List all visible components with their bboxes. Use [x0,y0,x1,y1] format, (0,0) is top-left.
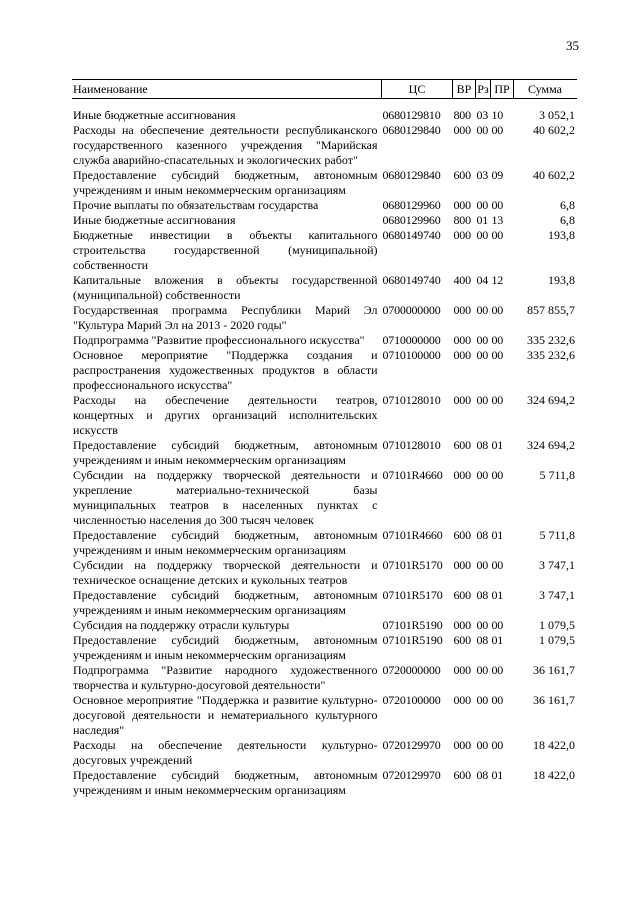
row-cs-code: 0680129960 [382,198,441,212]
row-sum: 40 602,2 [533,123,575,137]
row-sum: 193,8 [548,273,575,287]
row-pr-code: 00 [491,618,504,632]
table-row [72,123,577,168]
row-name: Основное мероприятие "Поддержка и развитие культурно-досуговой деятельности и нематериального культурного наследия" [73,693,378,737]
header-rz: Рз [476,80,491,99]
row-rz-code: 00 [476,333,489,347]
row-name: Капитальные вложения в объекты государственной (муниципальной) собственности [73,273,378,302]
header-vr: ВР [453,80,476,99]
row-rz-code: 03 [476,108,489,122]
row-cs-code: 0710128010 [382,438,441,452]
table-row [72,348,577,393]
row-vr-code: 000 [453,558,471,572]
row-cs-code: 0680149740 [382,228,441,242]
row-pr-code: 00 [491,468,504,482]
row-sum: 6,8 [560,198,575,212]
row-vr-code: 600 [453,633,471,647]
row-vr-code: 000 [453,303,471,317]
table-row [72,228,577,273]
row-pr-code: 01 [491,633,504,647]
row-name: Прочие выплаты по обязательствам государства [73,198,319,212]
row-vr-code: 400 [453,273,471,287]
row-rz-code: 08 [476,438,489,452]
row-sum: 5 711,8 [539,528,575,542]
row-vr-code: 000 [453,618,471,632]
row-vr-code: 000 [453,663,471,677]
row-cs-code: 07101R5170 [382,588,443,602]
row-pr-code: 01 [491,588,504,602]
row-rz-code: 00 [476,348,489,362]
table-row [72,633,577,663]
row-vr-code: 600 [453,438,471,452]
table-row [72,108,577,123]
table-body [72,99,577,799]
row-rz-code: 00 [476,693,489,707]
row-pr-code: 01 [491,438,504,452]
row-cs-code: 0680129810 [382,108,441,122]
row-name: Иные бюджетные ассигнования [73,213,236,227]
header-pr: ПР [491,80,514,99]
table-header-row [72,80,577,99]
row-cs-code: 0680129840 [382,168,441,182]
table-row [72,693,577,738]
row-sum: 1 079,5 [539,618,575,632]
row-pr-code: 01 [491,528,504,542]
row-name: Предоставление субсидий бюджетным, автономным учреждениям и иным некоммерческим организациям [73,528,378,557]
row-sum: 1 079,5 [539,633,575,647]
row-name: Субсидии на поддержку творческой деятельности и укрепление материально-технической базы муниципальных театров в населенных пунктах с численностью населения до 300 тысяч человек [73,468,378,527]
row-sum: 18 422,0 [533,738,575,752]
row-rz-code: 00 [476,738,489,752]
table-row [72,528,577,558]
row-sum: 193,8 [548,228,575,242]
row-sum: 40 602,2 [533,168,575,182]
table-row [72,468,577,528]
table-row [72,168,577,198]
row-name: Государственная программа Республики Марий Эл "Культура Марий Эл на 2013 - 2020 годы" [73,303,378,332]
row-rz-code: 08 [476,633,489,647]
row-name: Бюджетные инвестиции в объекты капитального строительства государственной (муниципальной) собственности [73,228,378,272]
row-vr-code: 600 [453,528,471,542]
row-rz-code: 00 [476,228,489,242]
row-name: Предоставление субсидий бюджетным, автономным учреждениям и иным некоммерческим организациям [73,633,378,662]
row-vr-code: 800 [453,108,471,122]
row-name: Расходы на обеспечение деятельности республиканского государственного казенного учреждения "Марийская служба аварийно-спасательных и экологических работ" [73,123,378,167]
row-vr-code: 000 [453,333,471,347]
row-name: Предоставление субсидий бюджетным, автономным учреждениям и иным некоммерческим организациям [73,438,378,467]
row-vr-code: 600 [453,588,471,602]
row-vr-code: 000 [453,228,471,242]
row-pr-code: 00 [491,663,504,677]
row-rz-code: 01 [476,213,489,227]
table-row [72,438,577,468]
row-cs-code: 07101R5170 [382,558,443,572]
row-rz-code: 04 [476,273,489,287]
row-pr-code: 09 [491,168,504,182]
row-cs-code: 0720100000 [382,693,441,707]
row-rz-code: 08 [476,588,489,602]
row-cs-code: 07101R5190 [382,618,443,632]
row-pr-code: 01 [491,768,504,782]
row-name: Субсидии на поддержку творческой деятельности и техническое оснащение детских и кукольных театров [73,558,378,587]
row-cs-code: 0710100000 [382,348,441,362]
row-pr-code: 00 [491,198,504,212]
row-rz-code: 08 [476,768,489,782]
header-name: Наименование [72,80,382,99]
header-spacer [72,99,577,109]
row-cs-code: 07101R4660 [382,468,443,482]
row-rz-code: 03 [476,168,489,182]
table-row [72,618,577,633]
table-row [72,558,577,588]
table-row [72,303,577,333]
row-rz-code: 00 [476,303,489,317]
table-row [72,588,577,618]
row-sum: 3 747,1 [539,588,575,602]
row-pr-code: 00 [491,558,504,572]
row-sum: 335 232,6 [527,348,575,362]
row-vr-code: 800 [453,213,471,227]
header-sum: Сумма [514,80,578,99]
row-vr-code: 000 [453,348,471,362]
row-pr-code: 00 [491,738,504,752]
row-sum: 6,8 [560,213,575,227]
row-name: Расходы на обеспечение деятельности культурно-досуговых учреждений [73,738,378,767]
row-sum: 3 052,1 [539,108,575,122]
row-cs-code: 0680149740 [382,273,441,287]
row-pr-code: 00 [491,123,504,137]
row-sum: 857 855,7 [527,303,575,317]
row-rz-code: 00 [476,123,489,137]
row-rz-code: 00 [476,618,489,632]
row-name: Расходы на обеспечение деятельности театров, концертных и других организаций исполнительских искусств [73,393,378,437]
row-sum: 18 422,0 [533,768,575,782]
row-cs-code: 0680129840 [382,123,441,137]
row-cs-code: 07101R5190 [382,633,443,647]
table-row [72,333,577,348]
row-name: Иные бюджетные ассигнования [73,108,236,122]
row-name: Предоставление субсидий бюджетным, автономным учреждениям и иным некоммерческим организациям [73,168,378,197]
row-cs-code: 07101R4660 [382,528,443,542]
table-row [72,738,577,768]
row-pr-code: 00 [491,228,504,242]
row-cs-code: 0700000000 [382,303,441,317]
table-row [72,768,577,798]
row-vr-code: 000 [453,393,471,407]
row-vr-code: 600 [453,168,471,182]
table-row [72,393,577,438]
row-sum: 36 161,7 [533,663,575,677]
row-cs-code: 0680129960 [382,213,441,227]
row-vr-code: 000 [453,123,471,137]
row-pr-code: 00 [491,333,504,347]
row-vr-code: 000 [453,198,471,212]
row-sum: 324 694,2 [527,438,575,452]
row-pr-code: 10 [491,108,504,122]
row-rz-code: 08 [476,528,489,542]
row-vr-code: 000 [453,468,471,482]
row-pr-code: 12 [491,273,504,287]
row-rz-code: 00 [476,558,489,572]
row-pr-code: 13 [491,213,504,227]
row-sum: 324 694,2 [527,393,575,407]
row-pr-code: 00 [491,393,504,407]
row-vr-code: 600 [453,768,471,782]
budget-table [72,79,577,798]
row-cs-code: 0720129970 [382,738,441,752]
row-name: Основное мероприятие "Поддержка создания и распространения художественных продуктов в области профессионального искусства" [73,348,378,392]
row-name: Подпрограмма "Развитие профессионального искусства" [73,333,365,347]
row-rz-code: 00 [476,393,489,407]
row-sum: 3 747,1 [539,558,575,572]
row-name: Предоставление субсидий бюджетным, автономным учреждениям и иным некоммерческим организациям [73,768,378,797]
table-row [72,663,577,693]
page-number: 35 [566,38,579,53]
row-rz-code: 00 [476,663,489,677]
row-cs-code: 0720000000 [382,663,441,677]
row-sum: 5 711,8 [539,468,575,482]
row-pr-code: 00 [491,303,504,317]
table-row [72,273,577,303]
row-pr-code: 00 [491,348,504,362]
row-name: Субсидия на поддержку отрасли культуры [73,618,290,632]
row-name: Предоставление субсидий бюджетным, автономным учреждениям и иным некоммерческим организациям [73,588,378,617]
row-cs-code: 0720129970 [382,768,441,782]
row-sum: 335 232,6 [527,333,575,347]
row-name: Подпрограмма "Развитие народного художественного творчества и культурно-досуговой деятельности" [73,663,378,692]
row-rz-code: 00 [476,468,489,482]
row-pr-code: 00 [491,693,504,707]
row-vr-code: 000 [453,738,471,752]
row-vr-code: 000 [453,693,471,707]
table-row [72,198,577,213]
table-row [72,213,577,228]
row-cs-code: 0710000000 [382,333,441,347]
row-sum: 36 161,7 [533,693,575,707]
header-cs: ЦС [382,80,453,99]
row-rz-code: 00 [476,198,489,212]
row-cs-code: 0710128010 [382,393,441,407]
